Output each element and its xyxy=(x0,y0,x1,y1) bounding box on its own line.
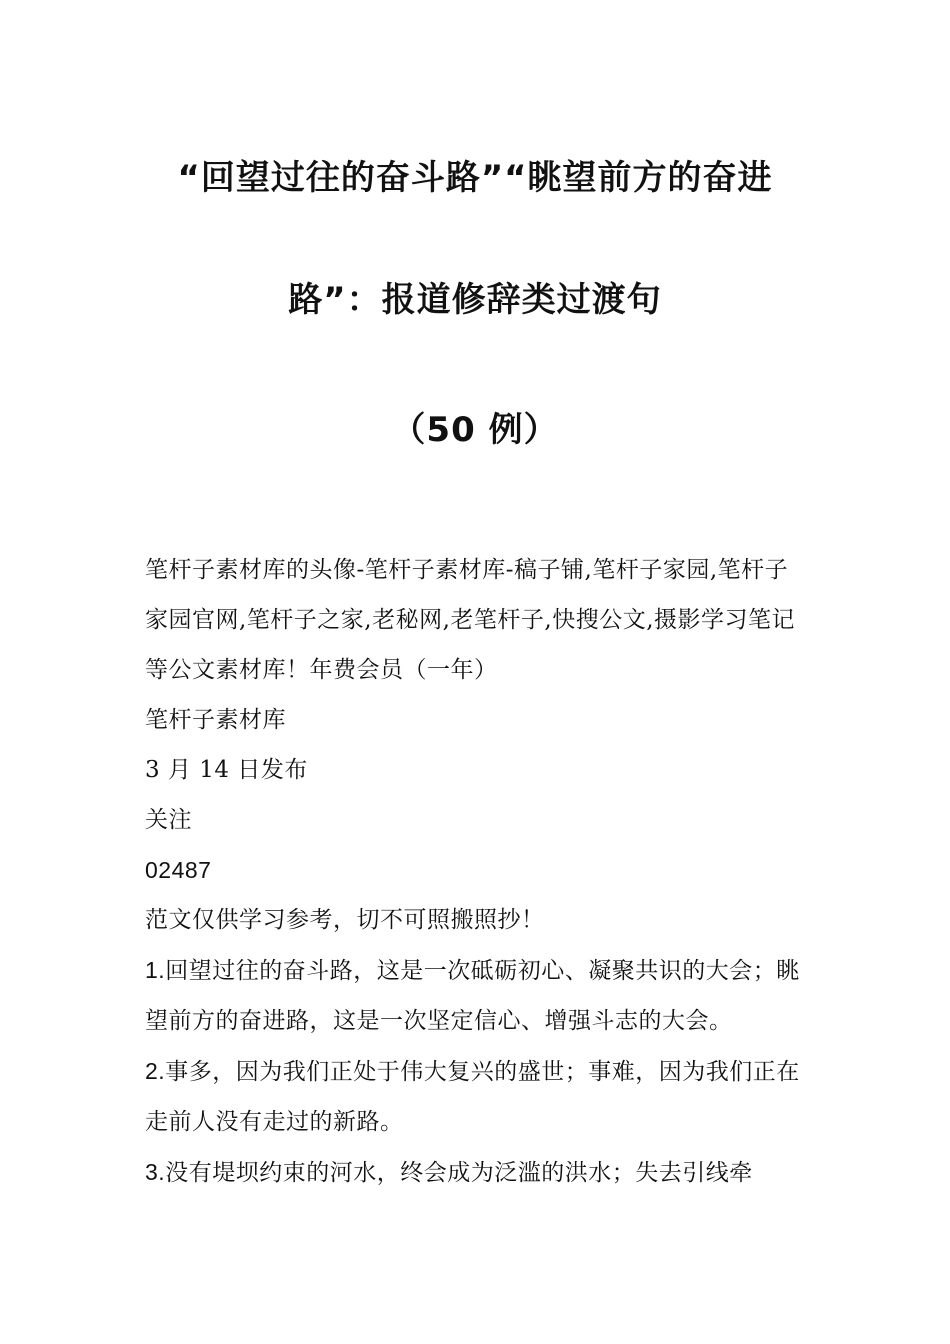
title-line-2: 路”：报道修辞类过渡句 xyxy=(288,280,662,320)
follow-label: 关注 xyxy=(145,807,192,833)
view-count: 02487 xyxy=(145,857,212,883)
title-line-3: （50 例） xyxy=(391,410,559,450)
item-text: 没有堤坝约束的河水，终会成为泛滥的洪水；失去引线牵 xyxy=(165,1160,753,1186)
notice-text: 范文仅供学习参考，切不可照搬照抄！ xyxy=(145,907,545,933)
item-number: 2. xyxy=(145,1058,166,1084)
list-item xyxy=(145,1147,810,1198)
item-number: 3. xyxy=(145,1159,166,1185)
item-text: 事多，因为我们正处于伟大复兴的盛世；事难，因为我们正在走前人没有走过的新路。 xyxy=(145,1059,800,1135)
intro-text: 笔杆子素材库的头像-笔杆子素材库-稿子铺,笔杆子家园,笔杆子家园官网,笔杆子之家,老秘网,老笔杆子,快搜公文,摄影学习笔记等公文素材库！年费会员（一年） xyxy=(145,557,796,683)
item-number: 1. xyxy=(145,957,166,983)
item-text: 回望过往的奋斗路，这是一次砥砺初心、凝聚共识的大会；眺望前方的奋进路，这是一次坚定信心、增强斗志的大会。 xyxy=(145,958,800,1034)
publish-date: 3 月 14 日发布 xyxy=(145,757,308,783)
article-body xyxy=(145,545,810,1198)
list-item xyxy=(145,945,810,1046)
list-item xyxy=(145,1046,810,1147)
author-name: 笔杆子素材库 xyxy=(145,707,286,733)
title-line-1: “回望过往的奋斗路”“眺望前方的奋进 xyxy=(177,158,773,198)
